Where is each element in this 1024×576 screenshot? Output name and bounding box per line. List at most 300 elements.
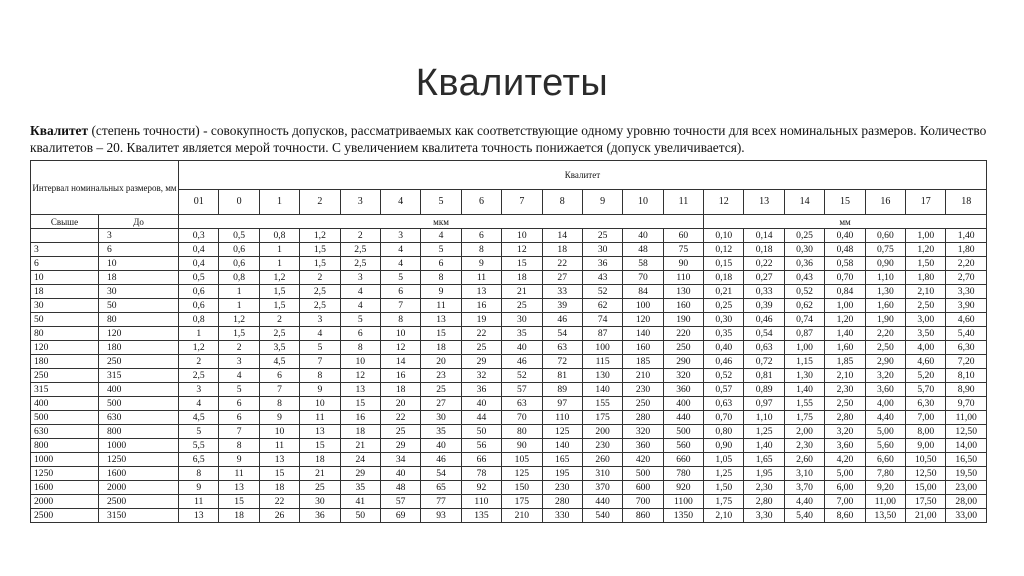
tolerance-cell: 5,00 [825,467,865,481]
tolerance-cell: 6,30 [906,397,946,411]
tolerance-cell: 1,20 [906,243,946,257]
tolerance-cell: 15 [502,257,542,271]
tolerance-cell: 54 [421,467,461,481]
tolerance-cell: 9,20 [865,481,905,495]
from-cell: 120 [31,341,99,355]
tolerance-cell: 1,5 [259,299,299,313]
tolerance-cell: 60 [663,229,703,243]
tolerance-cell: 0,81 [744,369,784,383]
tolerance-cell: 13 [340,383,380,397]
tolerance-cell: 30 [421,411,461,425]
tolerance-cell: 1,40 [825,327,865,341]
grade-number-cell: 2 [300,190,340,215]
tolerance-cell: 7 [380,299,420,313]
tolerance-cell: 160 [663,299,703,313]
tolerance-cell: 93 [421,509,461,523]
table-row [31,313,987,327]
tolerance-cell: 0,46 [744,313,784,327]
table-row [31,383,987,397]
to-cell: 2000 [99,481,179,495]
tolerance-cell: 3 [380,229,420,243]
grade-number-cell: 11 [663,190,703,215]
tolerance-cell: 140 [542,439,582,453]
grade-number-cell: 16 [865,190,905,215]
tolerance-cell: 440 [582,495,622,509]
tolerance-cell: 1350 [663,509,703,523]
tolerance-cell: 7,80 [865,467,905,481]
tolerance-cell: 27 [421,397,461,411]
from-cell: 6 [31,257,99,271]
tolerance-cell: 10 [340,355,380,369]
tolerance-cell: 15,00 [906,481,946,495]
tolerance-cell: 0,54 [744,327,784,341]
tolerance-cell: 70 [623,271,663,285]
tolerance-cell: 280 [542,495,582,509]
tolerance-cell: 5,5 [179,439,219,453]
tolerance-cell: 3,90 [946,299,987,313]
tolerance-cell: 2,30 [744,481,784,495]
interval-header: Интервал номинальных размеров, мм [31,161,179,215]
to-cell: 18 [99,271,179,285]
tolerance-cell: 9,70 [946,397,987,411]
tolerance-cell: 1,05 [704,453,744,467]
tolerance-cell: 6,5 [179,453,219,467]
tolerance-cell: 0,80 [704,425,744,439]
tolerance-cell: 21 [340,439,380,453]
tolerance-cell: 10 [502,229,542,243]
tolerance-cell: 1,30 [865,285,905,299]
tolerance-cell: 1 [259,243,299,257]
tolerance-cell: 1,60 [825,341,865,355]
grade-number-cell: 1 [259,190,299,215]
tolerance-cell: 15 [259,467,299,481]
tolerance-cell: 35 [340,481,380,495]
tolerance-cell: 81 [542,369,582,383]
from-cell: 10 [31,271,99,285]
tolerance-cell: 2,5 [340,257,380,271]
tolerance-cell: 6,00 [825,481,865,495]
tolerance-cell: 48 [623,243,663,257]
to-cell: 50 [99,299,179,313]
from-cell: 400 [31,397,99,411]
tolerance-cell: 11 [461,271,501,285]
tolerance-cell: 4 [300,327,340,341]
tolerance-cell: 58 [623,257,663,271]
tolerance-cell: 4 [179,397,219,411]
table-row [31,355,987,369]
tolerance-cell: 8,10 [946,369,987,383]
tolerance-cell: 50 [461,425,501,439]
tolerance-cell: 3 [179,383,219,397]
tolerance-cell: 36 [300,509,340,523]
tolerance-cell: 18 [380,383,420,397]
tolerance-cell: 3,70 [784,481,824,495]
tolerance-cell: 69 [380,509,420,523]
tolerance-cell: 1,20 [825,313,865,327]
tolerance-cell: 56 [461,439,501,453]
tolerance-cell: 3,60 [865,383,905,397]
tolerance-cell: 2,10 [704,509,744,523]
table-row [31,285,987,299]
from-cell: 180 [31,355,99,369]
tolerance-cell: 105 [502,453,542,467]
tolerance-cell: 0,58 [825,257,865,271]
to-cell: 315 [99,369,179,383]
tolerance-cell: 0,48 [825,243,865,257]
tolerance-cell: 70 [502,411,542,425]
tolerance-cell: 54 [542,327,582,341]
grade-number-cell: 7 [502,190,542,215]
to-cell: 2500 [99,495,179,509]
tolerance-cell: 1,00 [825,299,865,313]
table-row [31,271,987,285]
tolerance-cell: 8 [421,271,461,285]
tolerance-cell: 18 [259,481,299,495]
tolerance-cell: 1,95 [744,467,784,481]
to-cell: 180 [99,341,179,355]
from-cell: 80 [31,327,99,341]
tolerance-cell: 14 [380,355,420,369]
tolerance-cell: 40 [461,397,501,411]
tolerance-cell: 185 [623,355,663,369]
tolerance-cell: 1,75 [704,495,744,509]
tolerance-cell: 2,50 [825,397,865,411]
tolerance-cell: 175 [502,495,542,509]
table-body [31,229,987,523]
tolerance-cell: 50 [340,509,380,523]
tolerance-cell: 290 [663,355,703,369]
tolerance-cell: 8,90 [946,383,987,397]
tolerance-cell: 40 [380,467,420,481]
tolerance-cell: 0,14 [744,229,784,243]
tolerance-cell: 7,00 [825,495,865,509]
tolerance-cell: 920 [663,481,703,495]
tolerance-cell: 11,00 [946,411,987,425]
tolerance-cell: 1,55 [784,397,824,411]
tolerance-cell: 8 [300,369,340,383]
tolerance-cell: 310 [582,467,622,481]
tolerance-cell: 1,50 [704,481,744,495]
tolerance-cell: 0,63 [744,341,784,355]
tolerance-cell: 19,50 [946,467,987,481]
tolerance-cell: 23,00 [946,481,987,495]
tolerance-cell: 0,70 [704,411,744,425]
tolerance-cell: 140 [623,327,663,341]
tolerance-cell: 130 [582,369,622,383]
tolerance-cell: 2,30 [784,439,824,453]
tolerance-cell: 18 [421,341,461,355]
to-cell: 1250 [99,453,179,467]
tolerance-cell: 0,12 [704,243,744,257]
tolerance-cell: 25 [502,299,542,313]
tolerance-cell: 5 [340,313,380,327]
tolerance-cell: 1 [219,299,259,313]
from-cell: 1250 [31,467,99,481]
tolerance-cell: 0,6 [219,257,259,271]
tolerance-cell: 2,5 [300,285,340,299]
tolerance-cell: 700 [623,495,663,509]
tolerance-cell: 0,5 [179,271,219,285]
table-row [31,425,987,439]
tolerance-cell: 4,00 [865,397,905,411]
tolerance-cell: 600 [623,481,663,495]
tolerance-cell: 11 [421,299,461,313]
tolerance-cell: 125 [502,467,542,481]
tolerance-cell: 2,90 [865,355,905,369]
table-row [31,397,987,411]
intro-text: (степень точности) - совокупность допусков, рассматриваемых как соответствующие одному уровню точности для всех номинальных размеров. Количество квалитетов – 20. Квалитет является мерой точности. С увеличением квалитета точность понижается (допуск увеличивается). [30,123,987,155]
tolerance-cell: 23 [421,369,461,383]
tolerance-cell: 0,63 [704,397,744,411]
tolerance-cell: 10 [259,425,299,439]
tolerance-cell: 33 [542,285,582,299]
tolerance-cell: 2,80 [744,495,784,509]
tolerance-cell: 0,36 [784,257,824,271]
from-cell: 18 [31,285,99,299]
tolerance-cell: 0,18 [744,243,784,257]
tolerance-cell: 1,65 [744,453,784,467]
from-cell: 2500 [31,509,99,523]
tolerance-cell: 7 [219,425,259,439]
table-row [31,243,987,257]
tolerance-cell: 860 [623,509,663,523]
tolerance-cell: 30 [502,313,542,327]
tolerance-cell: 1,75 [784,411,824,425]
tolerance-cell: 13 [421,313,461,327]
grade-number-cell: 8 [542,190,582,215]
from-cell: 630 [31,425,99,439]
tolerance-cell: 12,50 [906,467,946,481]
tolerance-cell: 4,5 [259,355,299,369]
to-cell: 1000 [99,439,179,453]
grade-number-cell: 15 [825,190,865,215]
tolerance-cell: 9 [300,383,340,397]
tolerance-cell: 0,33 [744,285,784,299]
tolerance-cell: 500 [663,425,703,439]
tolerance-cell: 6 [259,369,299,383]
tolerance-cell: 52 [502,369,542,383]
intro-term: Квалитет [30,123,89,138]
tolerance-cell: 3,5 [259,341,299,355]
tolerance-cell: 5,60 [865,439,905,453]
tolerance-cell: 0,84 [825,285,865,299]
tolerance-cell: 25 [421,383,461,397]
slide-title: Квалитеты [415,62,609,104]
tolerance-cell: 46 [542,313,582,327]
tolerance-cell: 5 [219,383,259,397]
tolerance-cell: 12 [380,341,420,355]
tolerance-cell: 15 [219,495,259,509]
tolerance-cell: 3 [340,271,380,285]
tolerance-cell: 115 [582,355,622,369]
tolerance-cell: 200 [582,425,622,439]
tolerance-cell: 0,21 [704,285,744,299]
tolerance-cell: 120 [623,313,663,327]
tolerance-cell: 0,46 [704,355,744,369]
from-cell [31,229,99,243]
tolerance-cell: 6,30 [946,341,987,355]
unit-um-header: мкм [179,215,704,229]
tolerance-cell: 11 [259,439,299,453]
tolerance-cell: 39 [542,299,582,313]
tolerance-cell: 0,39 [744,299,784,313]
tolerance-cell: 24 [340,453,380,467]
tolerance-cell: 160 [623,341,663,355]
tolerance-cell: 3 [219,355,259,369]
tolerance-cell: 110 [461,495,501,509]
tolerance-cell: 1,80 [906,271,946,285]
tolerance-cell: 0,4 [179,257,219,271]
tolerance-cell: 16 [380,369,420,383]
tolerance-cell: 150 [502,481,542,495]
grade-number-cell: 18 [946,190,987,215]
tolerance-cell: 1,25 [744,425,784,439]
tolerance-cell: 0,74 [784,313,824,327]
tolerance-cell: 5 [300,341,340,355]
tolerance-cell: 10 [380,327,420,341]
tolerance-cell: 92 [461,481,501,495]
tolerance-cell: 0,30 [784,243,824,257]
tolerance-cell: 33,00 [946,509,987,523]
tolerance-cell: 1 [259,257,299,271]
tolerance-cell: 110 [542,411,582,425]
tolerance-cell: 78 [461,467,501,481]
tolerance-cell: 2,5 [300,299,340,313]
tolerance-cell: 48 [380,481,420,495]
table-row [31,369,987,383]
tolerance-cell: 22 [259,495,299,509]
tolerance-cell: 29 [340,467,380,481]
table-row [31,229,987,243]
tolerance-cell: 12 [340,369,380,383]
tolerance-cell: 8 [219,439,259,453]
tolerance-cell: 280 [623,411,663,425]
tolerance-cell: 230 [582,439,622,453]
tolerance-cell: 77 [421,495,461,509]
tolerance-cell: 0,6 [179,285,219,299]
tolerance-cell: 16 [461,299,501,313]
grade-number-cell: 17 [906,190,946,215]
tolerance-cell: 0,90 [865,257,905,271]
tolerance-cell: 3 [300,313,340,327]
tolerance-cell: 4 [380,257,420,271]
from-header: Свыше [31,215,99,229]
tolerance-cell: 75 [663,243,703,257]
tolerance-cell: 3,00 [906,313,946,327]
tolerance-cell: 3,60 [825,439,865,453]
tolerance-cell: 36 [582,257,622,271]
tolerance-cell: 1,60 [865,299,905,313]
tolerance-cell: 1,2 [219,313,259,327]
tolerance-cell: 15 [300,439,340,453]
tolerance-cell: 4 [219,369,259,383]
from-cell: 1600 [31,481,99,495]
tolerance-cell: 8,60 [825,509,865,523]
tolerance-cell: 1,10 [865,271,905,285]
tolerance-cell: 2,20 [946,257,987,271]
tolerance-cell: 0,25 [784,229,824,243]
tolerance-cell: 1,5 [300,257,340,271]
to-cell: 400 [99,383,179,397]
tolerance-cell: 0,89 [744,383,784,397]
tolerance-cell: 1,80 [946,243,987,257]
tolerance-cell: 57 [502,383,542,397]
tolerance-cell: 1,10 [744,411,784,425]
tolerance-cell: 18 [219,509,259,523]
tolerance-cell: 5,70 [906,383,946,397]
tolerance-cell: 18 [502,271,542,285]
tolerance-cell: 2 [219,341,259,355]
header-row-units [31,215,987,229]
to-cell: 10 [99,257,179,271]
tolerance-cell: 1,2 [179,341,219,355]
tolerance-cell: 420 [623,453,663,467]
tolerance-cell: 0,6 [219,243,259,257]
tolerance-cell: 21 [300,467,340,481]
tolerance-cell: 2,10 [906,285,946,299]
tolerance-cell: 1,85 [825,355,865,369]
tolerance-cell: 17,50 [906,495,946,509]
tolerance-cell: 0,75 [865,243,905,257]
tolerance-cell: 27 [542,271,582,285]
tolerance-cell: 9,00 [906,439,946,453]
tolerance-cell: 4,20 [825,453,865,467]
tolerance-cell: 175 [582,411,622,425]
to-cell: 250 [99,355,179,369]
tolerance-cell: 1 [179,327,219,341]
tolerance-cell: 2,80 [825,411,865,425]
tolerance-cell: 1,90 [865,313,905,327]
tolerance-cell: 26 [259,509,299,523]
tolerance-cell: 34 [380,453,420,467]
tolerance-cell: 100 [582,341,622,355]
tolerance-cell: 0,97 [744,397,784,411]
tolerance-cell: 13 [300,425,340,439]
tolerance-cell: 2 [300,271,340,285]
tolerance-cell: 220 [663,327,703,341]
tolerance-cell: 25 [380,425,420,439]
tolerance-cell: 0,22 [744,257,784,271]
tolerance-cell: 4,5 [179,411,219,425]
tolerance-cell: 30 [300,495,340,509]
table-row [31,299,987,313]
to-header: До [99,215,179,229]
tolerance-cell: 18 [542,243,582,257]
tolerance-cell: 80 [502,425,542,439]
tolerance-cell: 11 [219,467,259,481]
tolerance-cell: 260 [582,453,622,467]
tolerance-cell: 2 [179,355,219,369]
tolerance-cell: 8,00 [906,425,946,439]
tolerance-cell: 4,40 [865,411,905,425]
tolerance-cell: 8 [380,313,420,327]
tolerance-table [30,160,987,523]
to-cell: 800 [99,425,179,439]
tolerance-cell: 370 [582,481,622,495]
tolerance-cell: 330 [542,509,582,523]
tolerance-cell: 3,30 [744,509,784,523]
tolerance-cell: 22 [380,411,420,425]
tolerance-cell: 65 [421,481,461,495]
tolerance-cell: 30 [582,243,622,257]
tolerance-cell: 12 [502,243,542,257]
tolerance-cell: 13 [179,509,219,523]
tolerance-cell: 5,20 [906,369,946,383]
tolerance-cell: 74 [582,313,622,327]
tolerance-cell: 780 [663,467,703,481]
tolerance-cell: 12,50 [946,425,987,439]
tolerance-cell: 5 [179,425,219,439]
